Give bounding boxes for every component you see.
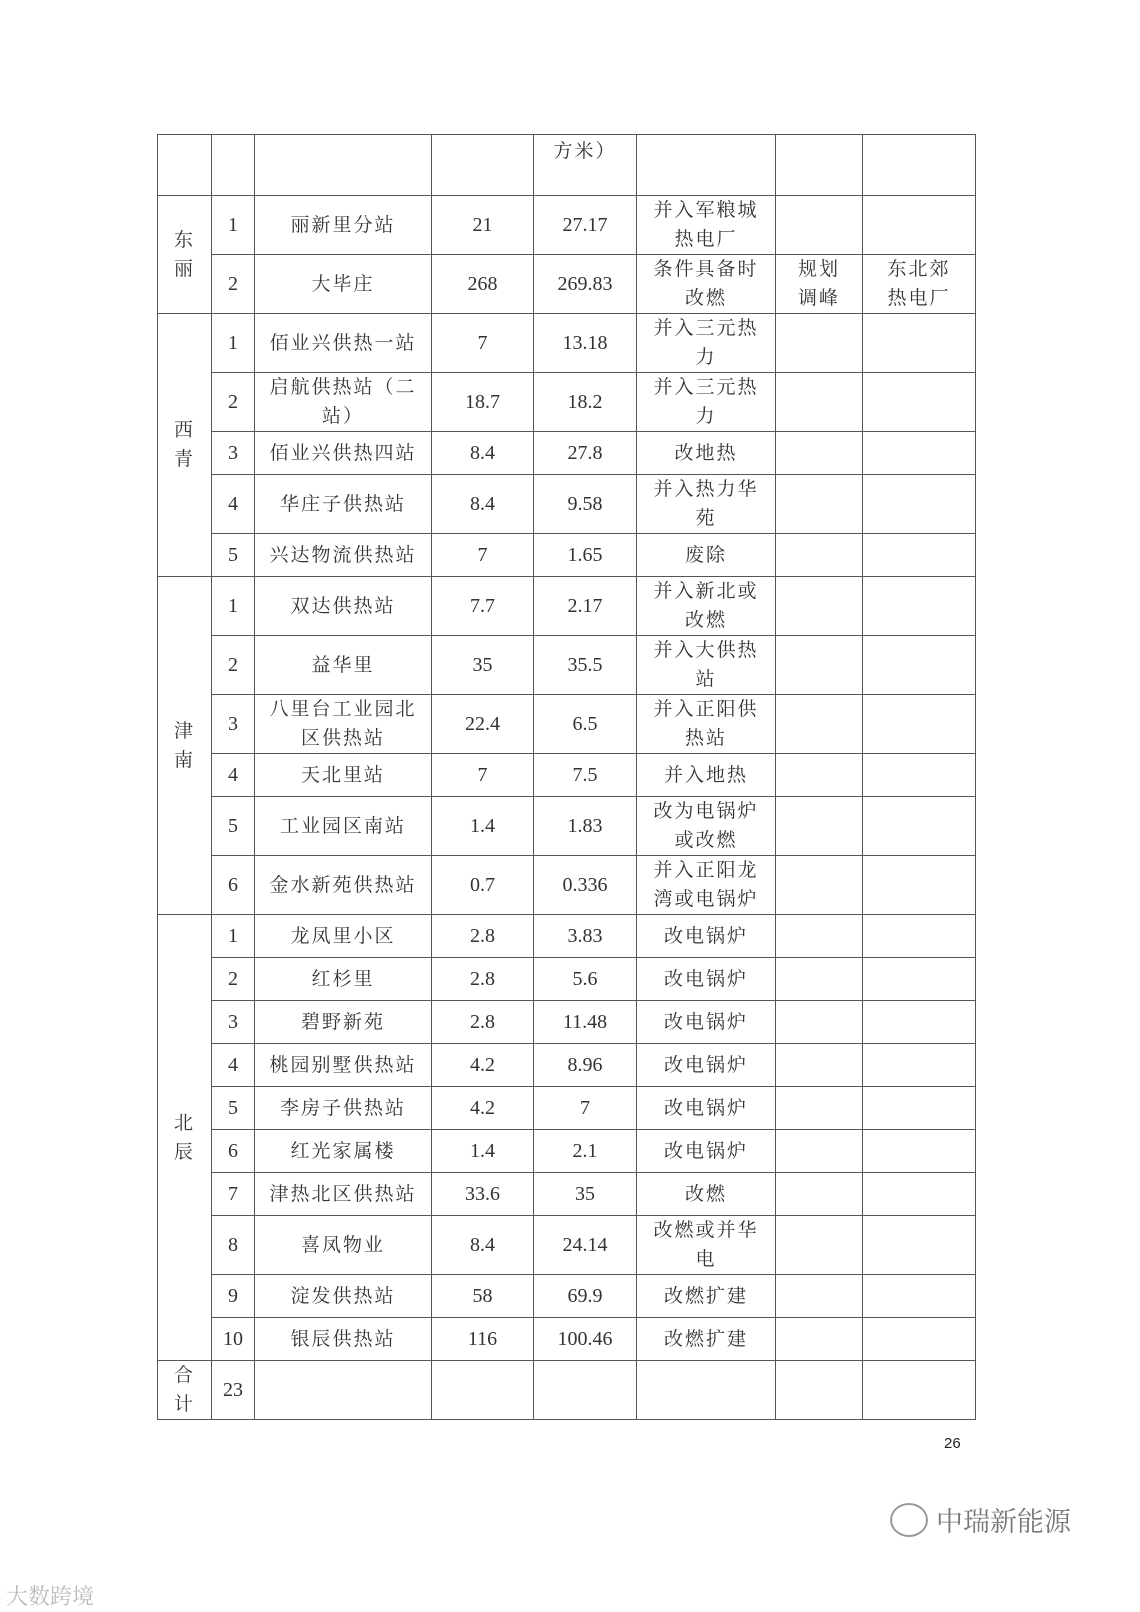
watermark-zhongrui (890, 1500, 1071, 1539)
table-row (158, 1173, 976, 1216)
target-plant-cell (863, 915, 976, 958)
capacity-cell: 8.4 (432, 432, 534, 475)
header-cell (212, 135, 255, 196)
area-cell: 3.83 (534, 915, 637, 958)
target-plant-cell (863, 373, 976, 432)
row-index-cell: 4 (212, 754, 255, 797)
plan-cell: 改电锅炉 (637, 958, 776, 1001)
plan-cell: 改电锅炉 (637, 1130, 776, 1173)
station-name-cell: 淀发供热站 (255, 1275, 432, 1318)
row-index-cell: 8 (212, 1216, 255, 1275)
row-index-cell: 2 (212, 255, 255, 314)
district-cell: 北 辰 (158, 915, 212, 1361)
area-cell: 27.8 (534, 432, 637, 475)
station-name-cell: 碧野新苑 (255, 1001, 432, 1044)
empty-cell (432, 1361, 534, 1420)
capacity-cell: 22.4 (432, 695, 534, 754)
station-name-cell: 天北里站 (255, 754, 432, 797)
capacity-cell: 18.7 (432, 373, 534, 432)
target-plant-cell (863, 1216, 976, 1275)
plan-cell: 并入地热 (637, 754, 776, 797)
header-cell (255, 135, 432, 196)
station-name-cell: 龙凤里小区 (255, 915, 432, 958)
target-plant-cell: 东北郊 热电厂 (863, 255, 976, 314)
station-name-cell: 金水新苑供热站 (255, 856, 432, 915)
district-cell: 津 南 (158, 577, 212, 915)
capacity-cell: 8.4 (432, 475, 534, 534)
row-index-cell: 5 (212, 797, 255, 856)
capacity-cell: 7 (432, 314, 534, 373)
station-name-cell: 红光家属楼 (255, 1130, 432, 1173)
target-plant-cell (863, 1044, 976, 1087)
watermark-right-text: 中瑞新能源 (936, 1507, 1071, 1537)
station-name-cell: 佰业兴供热四站 (255, 432, 432, 475)
capacity-cell: 33.6 (432, 1173, 534, 1216)
station-name-cell: 银辰供热站 (255, 1318, 432, 1361)
row-index-cell: 5 (212, 534, 255, 577)
row-index-cell: 6 (212, 856, 255, 915)
district-cell: 西 青 (158, 314, 212, 577)
capacity-cell: 7 (432, 534, 534, 577)
plan-cell: 条件具备时 改燃 (637, 255, 776, 314)
capacity-cell: 2.8 (432, 915, 534, 958)
watermark-left-text: 大数跨境 (6, 1584, 95, 1609)
station-name-cell: 津热北区供热站 (255, 1173, 432, 1216)
capacity-cell: 116 (432, 1318, 534, 1361)
empty-cell (255, 1361, 432, 1420)
plan-cell: 改电锅炉 (637, 1044, 776, 1087)
empty-cell (637, 1361, 776, 1420)
row-index-cell: 1 (212, 915, 255, 958)
table-row (158, 856, 976, 915)
area-cell: 69.9 (534, 1275, 637, 1318)
plan-cell: 改燃扩建 (637, 1318, 776, 1361)
table-row (158, 432, 976, 475)
row-index-cell: 5 (212, 1087, 255, 1130)
plan-cell: 改燃扩建 (637, 1275, 776, 1318)
station-name-cell: 丽新里分站 (255, 196, 432, 255)
note-cell (776, 432, 863, 475)
target-plant-cell (863, 958, 976, 1001)
plan-cell: 废除 (637, 534, 776, 577)
plan-cell: 改电锅炉 (637, 1087, 776, 1130)
target-plant-cell (863, 196, 976, 255)
station-name-cell: 益华里 (255, 636, 432, 695)
plan-cell: 并入军粮城 热电厂 (637, 196, 776, 255)
area-cell: 1.83 (534, 797, 637, 856)
note-cell (776, 1130, 863, 1173)
area-cell: 1.65 (534, 534, 637, 577)
row-index-cell: 1 (212, 196, 255, 255)
area-cell: 2.17 (534, 577, 637, 636)
note-cell (776, 1275, 863, 1318)
area-cell: 27.17 (534, 196, 637, 255)
note-cell (776, 1173, 863, 1216)
row-index-cell: 2 (212, 636, 255, 695)
note-cell (776, 754, 863, 797)
capacity-cell: 7 (432, 754, 534, 797)
total-row (158, 1361, 976, 1420)
note-cell (776, 577, 863, 636)
total-label: 合 计 (158, 1361, 212, 1420)
row-index-cell: 6 (212, 1130, 255, 1173)
row-index-cell: 4 (212, 475, 255, 534)
area-cell: 5.6 (534, 958, 637, 1001)
note-cell (776, 915, 863, 958)
area-cell: 13.18 (534, 314, 637, 373)
station-name-cell: 喜凤物业 (255, 1216, 432, 1275)
plan-cell: 并入正阳龙 湾或电锅炉 (637, 856, 776, 915)
heating-station-table (157, 134, 976, 1420)
header-cell (158, 135, 212, 196)
plan-cell: 改燃 (637, 1173, 776, 1216)
area-cell: 35.5 (534, 636, 637, 695)
area-cell: 24.14 (534, 1216, 637, 1275)
note-cell (776, 1216, 863, 1275)
table-row (158, 314, 976, 373)
target-plant-cell (863, 1173, 976, 1216)
table-row (158, 534, 976, 577)
table-row (158, 797, 976, 856)
row-index-cell: 2 (212, 958, 255, 1001)
capacity-cell: 4.2 (432, 1044, 534, 1087)
header-cell (637, 135, 776, 196)
area-cell: 7 (534, 1087, 637, 1130)
station-name-cell: 佰业兴供热一站 (255, 314, 432, 373)
target-plant-cell (863, 577, 976, 636)
header-cell: 方米） (534, 135, 637, 196)
note-cell (776, 373, 863, 432)
table-row (158, 636, 976, 695)
target-plant-cell (863, 797, 976, 856)
table-row (158, 1001, 976, 1044)
table-row (158, 915, 976, 958)
station-name-cell: 启航供热站（二 站） (255, 373, 432, 432)
row-index-cell: 2 (212, 373, 255, 432)
area-cell: 18.2 (534, 373, 637, 432)
page-number: 26 (944, 1435, 961, 1452)
empty-cell (776, 1361, 863, 1420)
header-cell (432, 135, 534, 196)
capacity-cell: 58 (432, 1275, 534, 1318)
header-cell (776, 135, 863, 196)
total-count: 23 (212, 1361, 255, 1420)
table-row (158, 1216, 976, 1275)
row-index-cell: 3 (212, 695, 255, 754)
table-row (158, 1087, 976, 1130)
note-cell (776, 958, 863, 1001)
note-cell: 规划 调峰 (776, 255, 863, 314)
area-cell: 7.5 (534, 754, 637, 797)
target-plant-cell (863, 1130, 976, 1173)
area-cell: 6.5 (534, 695, 637, 754)
note-cell (776, 1318, 863, 1361)
empty-cell (534, 1361, 637, 1420)
table-row (158, 1130, 976, 1173)
empty-cell (863, 1361, 976, 1420)
note-cell (776, 1044, 863, 1087)
table-row (158, 196, 976, 255)
capacity-cell: 1.4 (432, 1130, 534, 1173)
note-cell (776, 475, 863, 534)
target-plant-cell (863, 856, 976, 915)
row-index-cell: 7 (212, 1173, 255, 1216)
plan-cell: 并入正阳供 热站 (637, 695, 776, 754)
area-cell: 100.46 (534, 1318, 637, 1361)
station-name-cell: 桃园别墅供热站 (255, 1044, 432, 1087)
row-index-cell: 3 (212, 432, 255, 475)
capacity-cell: 268 (432, 255, 534, 314)
note-cell (776, 797, 863, 856)
area-cell: 9.58 (534, 475, 637, 534)
row-index-cell: 10 (212, 1318, 255, 1361)
row-index-cell: 9 (212, 1275, 255, 1318)
station-name-cell: 红杉里 (255, 958, 432, 1001)
plan-cell: 改地热 (637, 432, 776, 475)
note-cell (776, 1001, 863, 1044)
note-cell (776, 695, 863, 754)
station-name-cell: 华庄子供热站 (255, 475, 432, 534)
wechat-icon (890, 1503, 928, 1537)
capacity-cell: 7.7 (432, 577, 534, 636)
target-plant-cell (863, 1001, 976, 1044)
area-cell: 35 (534, 1173, 637, 1216)
header-cell (863, 135, 976, 196)
row-index-cell: 4 (212, 1044, 255, 1087)
note-cell (776, 534, 863, 577)
target-plant-cell (863, 636, 976, 695)
capacity-cell: 8.4 (432, 1216, 534, 1275)
table-row (158, 1275, 976, 1318)
area-cell: 8.96 (534, 1044, 637, 1087)
target-plant-cell (863, 314, 976, 373)
area-cell: 11.48 (534, 1001, 637, 1044)
station-name-cell: 双达供热站 (255, 577, 432, 636)
target-plant-cell (863, 475, 976, 534)
note-cell (776, 856, 863, 915)
row-index-cell: 1 (212, 577, 255, 636)
table-row (158, 958, 976, 1001)
station-name-cell: 八里台工业园北 区供热站 (255, 695, 432, 754)
row-index-cell: 3 (212, 1001, 255, 1044)
note-cell (776, 314, 863, 373)
table-row (158, 695, 976, 754)
target-plant-cell (863, 1318, 976, 1361)
target-plant-cell (863, 1275, 976, 1318)
area-cell: 269.83 (534, 255, 637, 314)
plan-cell: 并入热力华 苑 (637, 475, 776, 534)
plan-cell: 改燃或并华 电 (637, 1216, 776, 1275)
table-row (158, 754, 976, 797)
target-plant-cell (863, 754, 976, 797)
plan-cell: 改为电锅炉 或改燃 (637, 797, 776, 856)
capacity-cell: 0.7 (432, 856, 534, 915)
capacity-cell: 4.2 (432, 1087, 534, 1130)
row-index-cell: 1 (212, 314, 255, 373)
target-plant-cell (863, 1087, 976, 1130)
district-cell: 东 丽 (158, 196, 212, 314)
table-row (158, 373, 976, 432)
station-name-cell: 大毕庄 (255, 255, 432, 314)
capacity-cell: 2.8 (432, 958, 534, 1001)
plan-cell: 改电锅炉 (637, 1001, 776, 1044)
capacity-cell: 21 (432, 196, 534, 255)
target-plant-cell (863, 695, 976, 754)
area-cell: 2.1 (534, 1130, 637, 1173)
target-plant-cell (863, 534, 976, 577)
plan-cell: 并入新北或 改燃 (637, 577, 776, 636)
table-row (158, 1318, 976, 1361)
plan-cell: 并入三元热 力 (637, 314, 776, 373)
table-row (158, 475, 976, 534)
plan-cell: 改电锅炉 (637, 915, 776, 958)
target-plant-cell (863, 432, 976, 475)
plan-cell: 并入三元热 力 (637, 373, 776, 432)
note-cell (776, 636, 863, 695)
station-name-cell: 工业园区南站 (255, 797, 432, 856)
area-cell: 0.336 (534, 856, 637, 915)
note-cell (776, 1087, 863, 1130)
capacity-cell: 2.8 (432, 1001, 534, 1044)
capacity-cell: 35 (432, 636, 534, 695)
note-cell (776, 196, 863, 255)
station-name-cell: 李房子供热站 (255, 1087, 432, 1130)
station-name-cell: 兴达物流供热站 (255, 534, 432, 577)
plan-cell: 并入大供热 站 (637, 636, 776, 695)
capacity-cell: 1.4 (432, 797, 534, 856)
header-row (158, 135, 976, 196)
table-row (158, 1044, 976, 1087)
table-row (158, 577, 976, 636)
table-row (158, 255, 976, 314)
